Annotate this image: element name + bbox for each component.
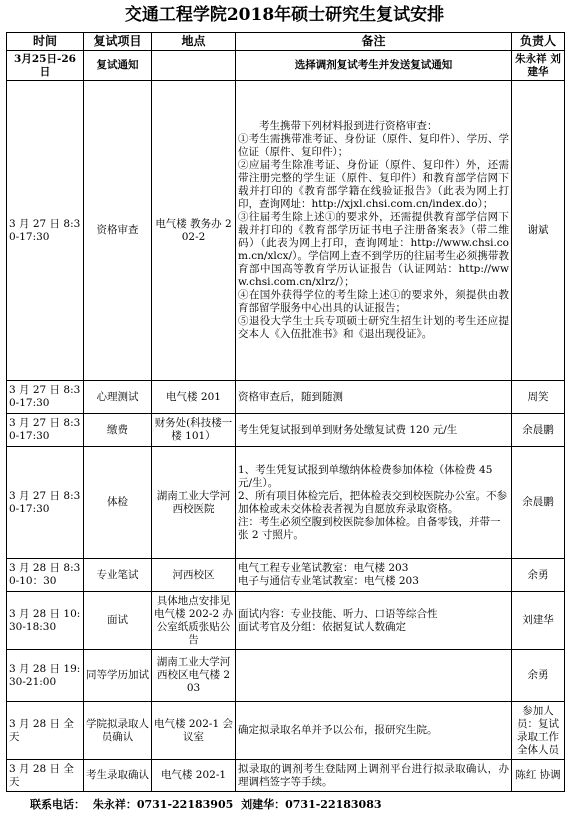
cell-item: 专业笔试: [84, 559, 152, 592]
cell-time: 3 月 28 日 19:30-21:00: [7, 650, 84, 702]
page-title: 交通工程学院2018年硕士研究生复试安排: [124, 5, 445, 25]
table-row: [7, 447, 565, 559]
header-time: 时间: [7, 33, 84, 51]
table-row: [7, 559, 565, 592]
note-line: 注：考生必须空腹到校医院参加体检。自备零钱，并带一张 2 寸照片。: [238, 515, 501, 541]
cell-person: 参加人员：复试录取工作全体人员: [512, 702, 565, 760]
cell-item: 资格审查: [84, 81, 152, 381]
cell-person: 周笑: [512, 381, 565, 414]
table-row: [7, 381, 565, 414]
cell-notes: [236, 447, 512, 559]
cell-location: 电气楼 教务办 202-2: [152, 81, 236, 381]
cell-person: 余晨鹏: [512, 447, 565, 559]
cell-location: 湖南工业大学河西校医院: [152, 447, 236, 559]
note-line: 考生携带下列材料报到进行资格审查：: [259, 120, 438, 132]
table-header-row: [7, 33, 565, 51]
cell-person: 余勇: [512, 650, 565, 702]
schedule-table: [6, 32, 565, 792]
cell-location: 湖南工业大学河西校区电气楼 203: [152, 650, 236, 702]
note-line: ①考生需携带准考证、身份证（原件、复印件）、学历、学位证（原件、复印件）；: [238, 133, 509, 158]
table-row: [7, 414, 565, 447]
cell-person: 刘建华: [512, 592, 565, 650]
cell-location: 河西校区: [152, 559, 236, 592]
contact-liu: 刘建华：0731-22183083: [241, 798, 382, 811]
cell-location: 电气楼 202-1: [152, 760, 236, 792]
cell-item: 复试通知: [84, 51, 152, 81]
header-notes: 备注: [236, 33, 512, 51]
note-line: ③往届考生除上述①的要求外，还需提供教育部学信网下载并打印的《教育部学历证书电子注册备案表》（带二维码）（此表为网上打印，查询网址：http://www.chsi.com.cn/xlcx/）。学信网上查不到学历的往届考生必须携带教育部中国高等教育学历认证报告（认证网站：http://www.chsi.com.cn/xlrz/）；: [238, 211, 509, 288]
cell-person: 余晨鹏: [512, 414, 565, 447]
cell-location: 财务处(科技楼一楼 101）: [152, 414, 236, 447]
table-row: [7, 650, 565, 702]
cell-notes: [236, 559, 512, 592]
note-line: ⑤退役大学生士兵专项硕士研究生招生计划的考生还应提交本人《入伍批准书》和《退出现役证》。: [238, 315, 509, 340]
cell-notes: 确定拟录取名单并予以公布，报研究生院。: [236, 702, 512, 760]
note-line: 电子与通信专业笔试教室：电气楼 203: [238, 575, 419, 587]
cell-person: 陈红 协调: [512, 760, 565, 792]
table-row: [7, 51, 565, 81]
cell-notes: [236, 650, 512, 702]
table-row: [7, 702, 565, 760]
note-line: 1、考生凭复试报到单缴纳体检费参加体检（体检费 45 元/生）。: [238, 463, 493, 489]
cell-person: 朱永祥 刘建华: [512, 51, 565, 81]
header-item: 复试项目: [84, 33, 152, 51]
cell-item: 同等学历加试: [84, 650, 152, 702]
cell-location: 电气楼 201: [152, 381, 236, 414]
cell-notes: [236, 81, 512, 381]
table-row: [7, 592, 565, 650]
cell-time: 3 月 27 日 8:30-17:30: [7, 447, 84, 559]
cell-time: 3 月 28 日 全天: [7, 760, 84, 792]
note-line: 面试考官及分组：依据复试人数确定: [238, 620, 406, 633]
note-line: 电气工程专业笔试教室：电气楼 203: [238, 562, 409, 574]
cell-location: 具体地点安排见电气楼 202-2 办公室纸质张贴公告: [152, 592, 236, 650]
cell-item: 面试: [84, 592, 152, 650]
cell-item: 缴费: [84, 414, 152, 447]
contact-label: 联系电话：: [30, 798, 85, 811]
cell-person: 谢斌: [512, 81, 565, 381]
note-line: 面试内容：专业技能、听力、口语等综合性: [238, 607, 438, 620]
note-line: 2、所有项目体检完后，把体检表交到校医院办公室。不参加体检或未交体检表者视为自愿放弃录取资格。: [238, 489, 508, 515]
cell-notes: 资格审查后，随到随测: [236, 381, 512, 414]
cell-time: 3月25日-26日: [7, 51, 84, 81]
table-row: [7, 81, 565, 381]
cell-item: 体检: [84, 447, 152, 559]
contact-zhu: 朱永祥：0731-22183905: [92, 798, 234, 811]
header-person: 负责人: [512, 33, 565, 51]
cell-notes: [236, 592, 512, 650]
cell-location: 电气楼 202-1 会议室: [152, 702, 236, 760]
cell-location: [152, 51, 236, 81]
cell-item: 考生录取确认: [84, 760, 152, 792]
cell-time: 3 月 28 日 8:30-10：30: [7, 559, 84, 592]
note-line: ④在国外获得学位的考生除上述①的要求外，须提供由教育部留学服务中心出具的认证报告；: [238, 289, 509, 314]
cell-item: 学院拟录取人员确认: [84, 702, 152, 760]
cell-time: 3 月 27 日 8:30-17:30: [7, 81, 84, 381]
cell-time: 3 月 28 日 全天: [7, 702, 84, 760]
table-row: [7, 760, 565, 792]
note-line: ②应届考生除准考证、身份证（原件、复印件）外，还需带注册完整的学生证（原件、复印件）和教育部学信网下载并打印的《教育部学籍在线验证报告》（此表为网上打印，查询网址：http://xjxl.chsi.com.cn/index.do）；: [238, 159, 509, 210]
cell-time: 3 月 28 日 10:30-18:30: [7, 592, 84, 650]
cell-person: 余勇: [512, 559, 565, 592]
cell-notes: 考生凭复试报到单到财务处缴复试费 120 元/生: [236, 414, 512, 447]
contact-footer: [30, 798, 386, 812]
cell-time: 3 月 27 日 8:30-17:30: [7, 381, 84, 414]
cell-notes: 拟录取的调剂考生登陆网上调剂平台进行拟录取确认，办理调档签字等手续。: [236, 760, 512, 792]
cell-notes: 选择调剂复试考生并发送复试通知: [236, 51, 512, 81]
header-location: 地点: [152, 33, 236, 51]
cell-item: 心理测试: [84, 381, 152, 414]
cell-time: 3 月 27 日 8:30-17:30: [7, 414, 84, 447]
